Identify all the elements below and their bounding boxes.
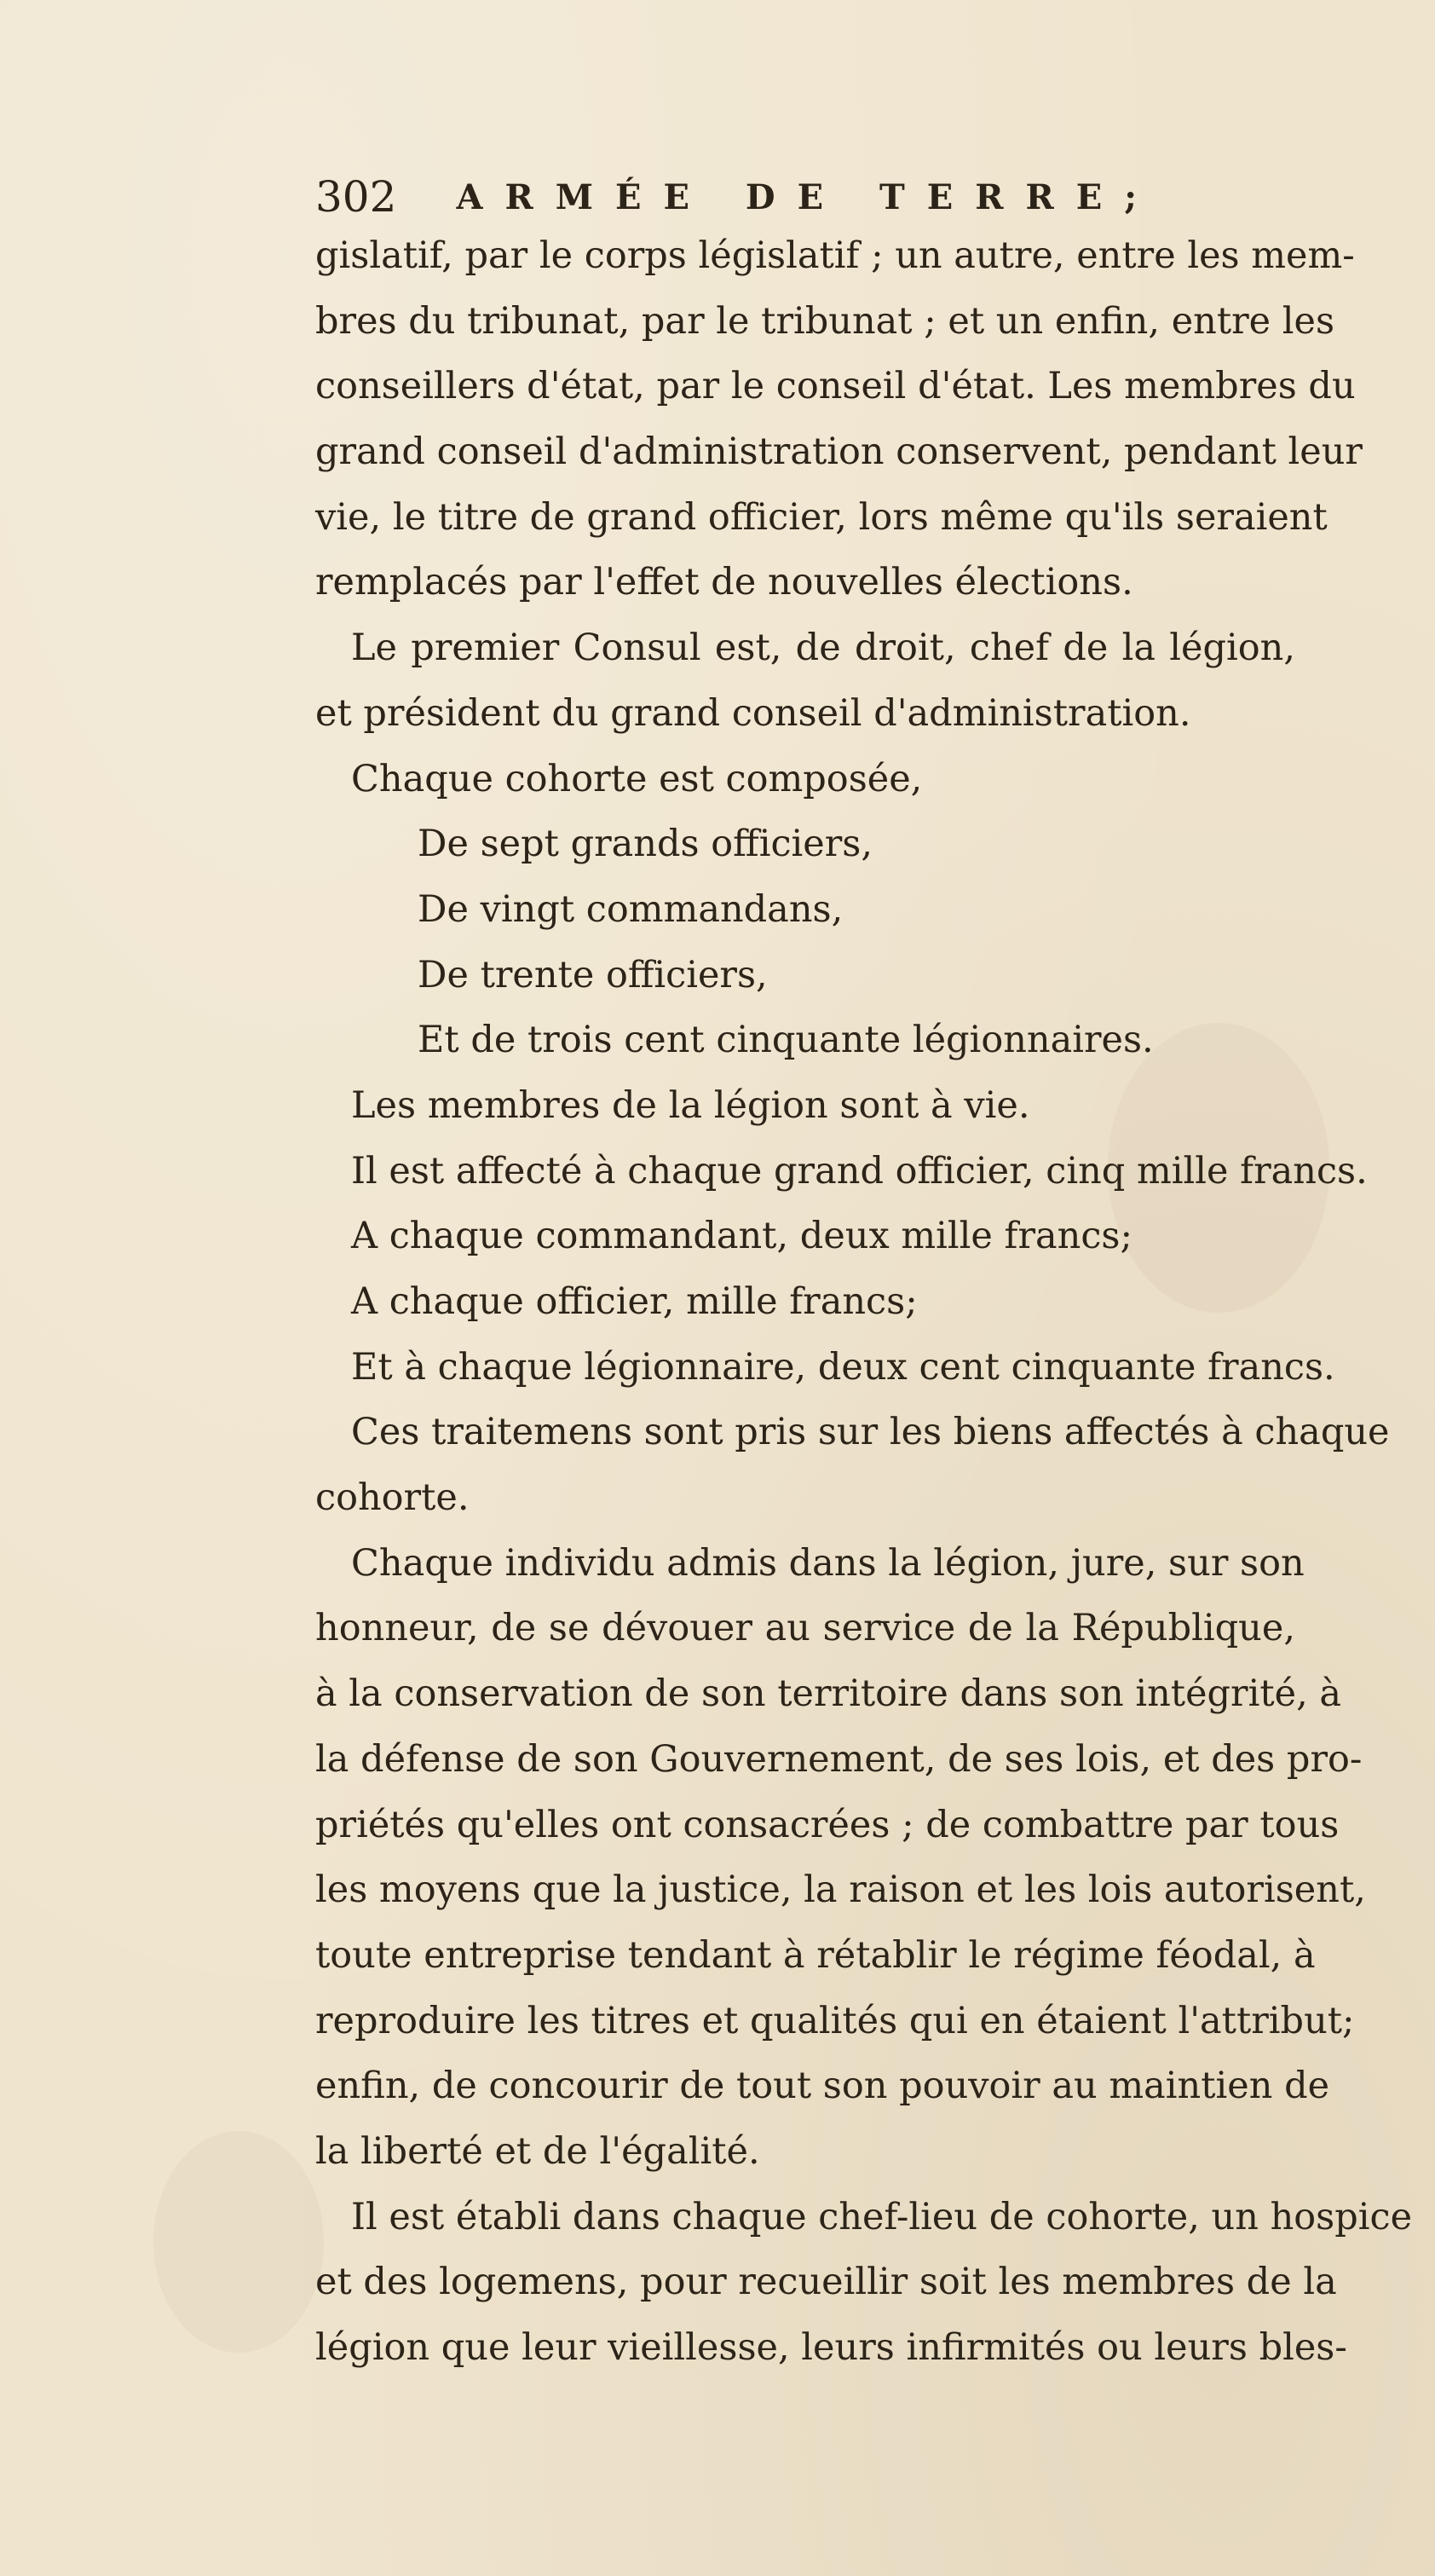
text-line: A chaque commandant, deux mille francs; [351,1215,1132,1258]
text-line: Il est établi dans chaque chef-lieu de cohorte, un hospice [351,2195,1413,2238]
text-line: légion que leur vieillesse, leurs infirmités ou leurs bles- [315,2326,1347,2369]
text-line: grand conseil d'administration conservent, pendant leur [315,430,1363,474]
text-line: gislatif, par le corps législatif ; un autre, entre les mem- [315,234,1355,277]
text-line: Ces traitemens sont pris sur les biens affectés à chaque [351,1411,1390,1454]
text-line: Il est affecté à chaque grand officier, cinq mille francs. [351,1149,1368,1193]
paper-stain [153,2131,324,2353]
text-line: Le premier Consul est, de droit, chef de la légion, [351,627,1295,670]
text-line: De vingt commandans, [418,887,844,931]
text-line: De trente officiers, [418,953,768,996]
text-line: priétés qu'elles ont consacrées ; de combattre par tous [315,1803,1340,1846]
text-line: honneur, de se dévouer au service de la République, [315,1607,1295,1650]
running-title: ARMÉE DE TERRE; [456,176,1159,217]
text-line: à la conservation de son territoire dans son intégrité, à [315,1672,1342,1716]
text-line: remplacés par l'effet de nouvelles élections. [315,561,1133,604]
text-line: la défense de son Gouvernement, de ses lois, et des pro- [315,1737,1363,1781]
text-line: Et à chaque légionnaire, deux cent cinquante francs. [351,1345,1335,1389]
text-line: De sept grands officiers, [418,823,873,866]
page-header [315,167,1295,227]
text-line: Chaque individu admis dans la légion, jure, sur son [351,1541,1305,1585]
text-line: Chaque cohorte est composée, [351,757,923,800]
body-text [315,223,1413,2381]
text-line: vie, le titre de grand officier, lors même qu'ils seraient [315,495,1328,539]
text-line: A chaque officier, mille francs; [351,1280,918,1323]
text-line: toute entreprise tendant à rétablir le régime féodal, à [315,1933,1316,1977]
text-line: cohorte. [315,1476,470,1520]
page-number: 302 [315,172,397,222]
text-line: et des logemens, pour recueillir soit les membres de la [315,2261,1337,2304]
text-line: conseillers d'état, par le conseil d'état. Les membres du [315,365,1356,408]
text-line: Les membres de la légion sont à vie. [351,1083,1030,1127]
text-line: Et de trois cent cinquante légionnaires. [418,1019,1154,1062]
text-line: reproduire les titres et qualités qui en étaient l'attribut; [315,1999,1355,2042]
text-line: les moyens que la justice, la raison et les lois autorisent, [315,1868,1366,1912]
text-line: la liberté et de l'égalité. [315,2129,760,2173]
text-line: enfin, de concourir de tout son pouvoir au maintien de [315,2065,1330,2108]
text-line: bres du tribunat, par le tribunat ; et un enfin, entre les [315,299,1335,343]
text-line: et président du grand conseil d'administration. [315,691,1191,735]
